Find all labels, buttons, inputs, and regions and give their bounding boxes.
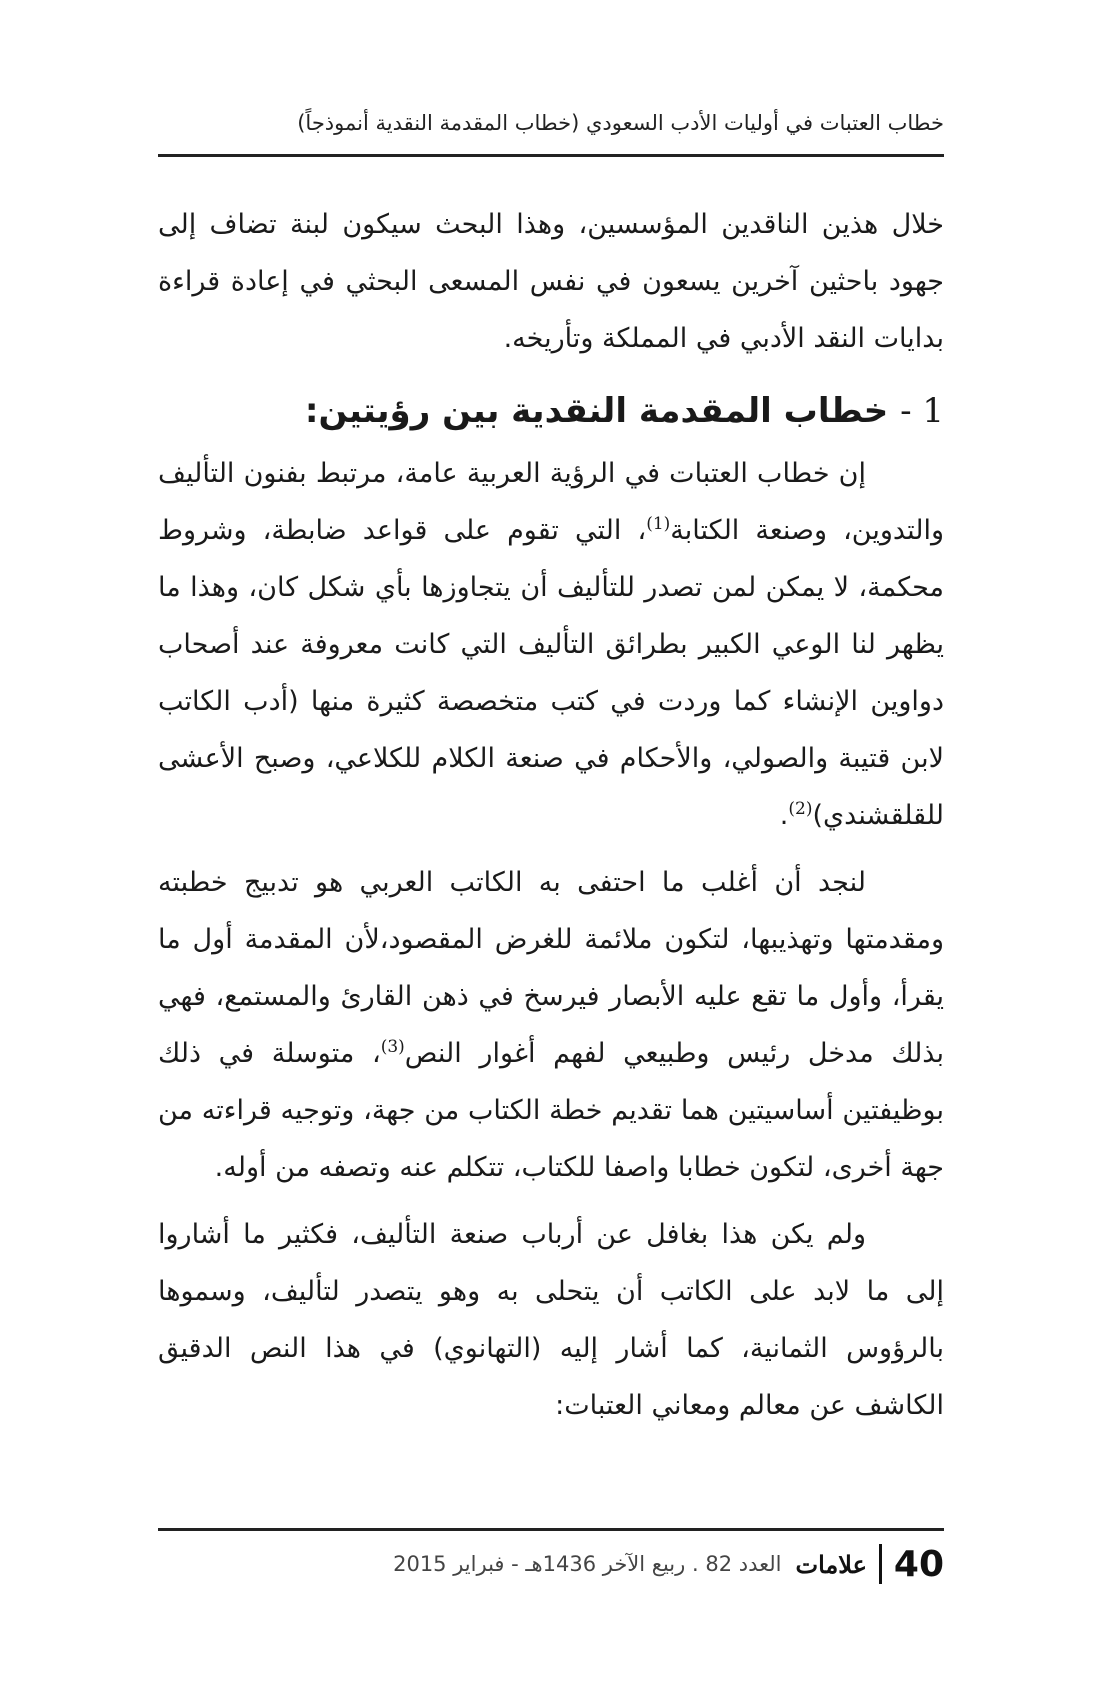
paragraph-3-part-1: لنجد أن أغلب ما احتفى به الكاتب العربي هو تدبيج خطبته ومقدمتها وتهذيبها، لتكون ملائمة للغرض المقصود،لأن المقدمة أول ما يقرأ، وأول ما تقع عليه الأبصار فيرسخ في ذهن القارئ والمستمع، فهي بذلك مدخل رئيس وطبيعي لفهم أغوار النص <box>158 867 944 1069</box>
paragraph-3-part-2: ، متوسلة في ذلك بوظيفتين أساسيتين هما تقديم خطة الكتاب من جهة، وتوجيه قراءته من جهة أخرى، لتكون خطابا واصفا للكتاب، تتكلم عنه وتصفه من أوله. <box>158 1038 944 1183</box>
paragraph-4: ولم يكن هذا بغافل عن أرباب صنعة التأليف، فكثير ما أشاروا إلى ما لابد على الكاتب أن يتحلى به وهو يتصدر لتأليف، وسموها بالرؤوس الثمانية، كما أشار إليه (التهانوي) في هذا النص الدقيق الكاشف عن معالم ومعاني العتبات: <box>158 1219 944 1421</box>
footer-rule <box>158 1528 944 1531</box>
section-heading <box>158 381 944 441</box>
footnote-ref-2[interactable]: (2) <box>788 799 813 819</box>
page-number: 40 <box>893 1543 944 1585</box>
section-number: 1 - <box>900 391 944 431</box>
header-rule <box>158 154 944 157</box>
body-text <box>158 196 944 1434</box>
paragraph-2 <box>158 445 944 844</box>
paragraph-3 <box>158 854 944 1196</box>
paragraph-1: خلال هذين الناقدين المؤسسين، وهذا البحث سيكون لبنة تضاف إلى جهود باحثين آخرين يسعون في نفس المسعى البحثي في إعادة قراءة بدايات النقد الأدبي في المملكة وتأريخه. <box>158 209 944 354</box>
issue-info: العدد 82 . ربيع الآخر 1436هـ - فبراير 2015 <box>393 1552 782 1576</box>
section-title: خطاب المقدمة النقدية بين رؤيتين: <box>304 391 889 431</box>
footnote-ref-1[interactable]: (1) <box>646 514 671 534</box>
paragraph-2-part-2: ، التي تقوم على قواعد ضابطة، وشروط محكمة، لا يمكن لمن تصدر للتأليف أن يتجاوزها بأي شكل كان، وهذا ما يظهر لنا الوعي الكبير بطرائق التأليف التي كانت معروفة عند أصحاب دواوين الإنشاء كما وردت في كتب متخصصة كثيرة منها (أدب الكاتب لابن قتيبة والصولي، والأحكام في صنعة الكلام للكلاعي، وصبح الأعشى للقلقشندي) <box>158 515 944 831</box>
footnote-ref-3[interactable]: (3) <box>380 1037 405 1057</box>
page-footer <box>158 1542 944 1586</box>
journal-logo: علامات <box>795 1549 867 1579</box>
running-header: خطاب العتبات في أوليات الأدب السعودي (خطاب المقدمة النقدية أنموذجاً) <box>297 111 944 135</box>
footer-divider <box>879 1544 882 1584</box>
paragraph-2-part-1: إن خطاب العتبات في الرؤية العربية عامة، مرتبط بفنون التأليف والتدوين، وصنعة الكتابة <box>158 458 944 546</box>
paragraph-2-part-3: . <box>779 800 789 831</box>
